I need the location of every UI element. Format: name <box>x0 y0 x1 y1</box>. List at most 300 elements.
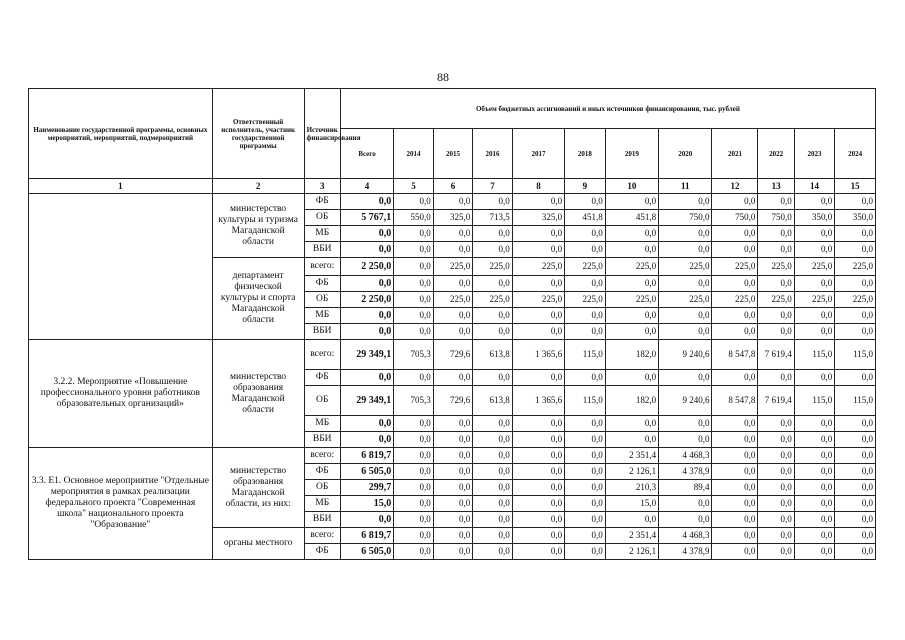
year-value-cell: 451,8 <box>565 210 606 226</box>
year-value-cell: 0,0 <box>712 242 758 258</box>
total-cell: 0,0 <box>340 512 393 528</box>
index-cell: 1 <box>29 179 213 194</box>
year-value-cell: 0,0 <box>512 528 564 544</box>
year-value-cell: 0,0 <box>433 496 473 512</box>
year-value-cell: 0,0 <box>394 528 434 544</box>
source-cell: ОБ <box>304 480 340 496</box>
year-value-cell: 182,0 <box>605 386 658 416</box>
source-cell: МБ <box>304 496 340 512</box>
year-value-cell: 0,0 <box>835 416 876 432</box>
year-value-cell: 0,0 <box>605 242 658 258</box>
year-value-cell: 0,0 <box>794 276 835 292</box>
year-value-cell: 0,0 <box>512 308 564 324</box>
year-value-cell: 0,0 <box>565 496 606 512</box>
year-value-cell: 0,0 <box>512 242 564 258</box>
year-value-cell: 0,0 <box>433 194 473 210</box>
year-value-cell: 0,0 <box>605 432 658 448</box>
year-value-cell: 225,0 <box>712 292 758 308</box>
source-cell: ФБ <box>304 464 340 480</box>
year-value-cell: 0,0 <box>835 448 876 464</box>
year-value-cell: 0,0 <box>712 464 758 480</box>
year-value-cell: 0,0 <box>605 194 658 210</box>
year-value-cell: 0,0 <box>512 370 564 386</box>
index-cell: 7 <box>473 179 513 194</box>
year-value-cell: 0,0 <box>433 512 473 528</box>
year-value-cell: 0,0 <box>473 528 513 544</box>
header-year: 2017 <box>512 129 564 179</box>
year-value-cell: 613,8 <box>473 340 513 370</box>
year-value-cell: 0,0 <box>473 464 513 480</box>
year-value-cell: 115,0 <box>835 386 876 416</box>
year-value-cell: 0,0 <box>394 496 434 512</box>
year-value-cell: 0,0 <box>565 432 606 448</box>
page-number: 88 <box>437 70 449 84</box>
year-value-cell: 225,0 <box>605 292 658 308</box>
year-value-cell: 0,0 <box>758 226 794 242</box>
year-value-cell: 0,0 <box>565 194 606 210</box>
year-value-cell: 0,0 <box>394 276 434 292</box>
year-value-cell: 705,3 <box>394 386 434 416</box>
year-value-cell: 0,0 <box>758 370 794 386</box>
year-value-cell: 182,0 <box>605 340 658 370</box>
source-cell: ВБИ <box>304 432 340 448</box>
header-year: 2018 <box>565 129 606 179</box>
year-value-cell: 0,0 <box>394 324 434 340</box>
year-value-cell: 0,0 <box>565 480 606 496</box>
year-value-cell: 0,0 <box>394 432 434 448</box>
total-cell: 299,7 <box>340 480 393 496</box>
year-value-cell: 0,0 <box>758 416 794 432</box>
year-value-cell: 0,0 <box>433 464 473 480</box>
year-value-cell: 0,0 <box>394 242 434 258</box>
year-value-cell: 0,0 <box>758 464 794 480</box>
header-budget-group: Объем бюджетных ассигнований и иных источников финансирования, тыс. рублей <box>340 89 875 129</box>
header-year: 2015 <box>433 129 473 179</box>
year-value-cell: 0,0 <box>712 416 758 432</box>
year-value-cell: 0,0 <box>659 242 712 258</box>
year-value-cell: 7 619,4 <box>758 386 794 416</box>
source-cell: ОБ <box>304 210 340 226</box>
year-value-cell: 750,0 <box>659 210 712 226</box>
year-value-cell: 0,0 <box>835 496 876 512</box>
source-cell: ВБИ <box>304 242 340 258</box>
responsible-cell: министерство образования Магаданской области, из них: <box>212 448 304 528</box>
year-value-cell: 0,0 <box>794 544 835 560</box>
year-value-cell: 0,0 <box>565 242 606 258</box>
index-cell: 6 <box>433 179 473 194</box>
year-value-cell: 0,0 <box>659 496 712 512</box>
year-value-cell: 350,0 <box>794 210 835 226</box>
year-value-cell: 0,0 <box>835 464 876 480</box>
program-name-cell: 3.3. Е1. Основное мероприятие "Отдельные мероприятия в рамках реализации федерального проекта "Современная школа" национального проекта "Образование" <box>29 448 213 560</box>
year-value-cell: 2 126,1 <box>605 464 658 480</box>
year-value-cell: 0,0 <box>659 512 712 528</box>
year-value-cell: 0,0 <box>758 544 794 560</box>
year-value-cell: 4 378,9 <box>659 544 712 560</box>
year-value-cell: 0,0 <box>394 448 434 464</box>
index-cell: 13 <box>758 179 794 194</box>
year-value-cell: 225,0 <box>565 258 606 276</box>
total-cell: 0,0 <box>340 194 393 210</box>
header-year: 2023 <box>794 129 835 179</box>
year-value-cell: 115,0 <box>794 386 835 416</box>
year-value-cell: 0,0 <box>433 226 473 242</box>
year-value-cell: 0,0 <box>473 194 513 210</box>
total-cell: 0,0 <box>340 432 393 448</box>
year-value-cell: 0,0 <box>659 194 712 210</box>
year-value-cell: 0,0 <box>512 448 564 464</box>
year-value-cell: 0,0 <box>473 432 513 448</box>
year-value-cell: 0,0 <box>659 226 712 242</box>
year-value-cell: 0,0 <box>794 480 835 496</box>
year-value-cell: 0,0 <box>433 308 473 324</box>
year-value-cell: 0,0 <box>794 242 835 258</box>
source-cell: ФБ <box>304 194 340 210</box>
year-value-cell: 0,0 <box>394 480 434 496</box>
year-value-cell: 0,0 <box>433 528 473 544</box>
year-value-cell: 0,0 <box>605 308 658 324</box>
year-value-cell: 0,0 <box>394 308 434 324</box>
year-value-cell: 0,0 <box>794 512 835 528</box>
index-cell: 8 <box>512 179 564 194</box>
total-cell: 0,0 <box>340 324 393 340</box>
year-value-cell: 0,0 <box>712 226 758 242</box>
total-cell: 29 349,1 <box>340 340 393 370</box>
year-value-cell: 0,0 <box>433 370 473 386</box>
year-value-cell: 115,0 <box>835 340 876 370</box>
year-value-cell: 0,0 <box>512 226 564 242</box>
year-value-cell: 0,0 <box>433 416 473 432</box>
year-value-cell: 0,0 <box>712 432 758 448</box>
year-value-cell: 0,0 <box>712 194 758 210</box>
year-value-cell: 0,0 <box>433 276 473 292</box>
year-value-cell: 0,0 <box>565 370 606 386</box>
year-value-cell: 225,0 <box>433 292 473 308</box>
total-cell: 29 349,1 <box>340 386 393 416</box>
year-value-cell: 15,0 <box>605 496 658 512</box>
header-total: Всего <box>340 129 393 179</box>
year-value-cell: 0,0 <box>758 496 794 512</box>
year-value-cell: 225,0 <box>835 258 876 276</box>
year-value-cell: 0,0 <box>512 512 564 528</box>
year-value-cell: 0,0 <box>835 432 876 448</box>
year-value-cell: 0,0 <box>835 242 876 258</box>
header-year: 2022 <box>758 129 794 179</box>
total-cell: 5 767,1 <box>340 210 393 226</box>
total-cell: 2 250,0 <box>340 292 393 308</box>
year-value-cell: 729,6 <box>433 340 473 370</box>
total-cell: 6 819,7 <box>340 448 393 464</box>
year-value-cell: 0,0 <box>712 544 758 560</box>
year-value-cell: 0,0 <box>794 496 835 512</box>
year-value-cell: 0,0 <box>433 432 473 448</box>
year-value-cell: 0,0 <box>565 448 606 464</box>
year-value-cell: 0,0 <box>659 308 712 324</box>
table-row <box>29 448 876 464</box>
index-cell: 15 <box>835 179 876 194</box>
year-value-cell: 0,0 <box>473 480 513 496</box>
year-value-cell: 225,0 <box>794 258 835 276</box>
year-value-cell: 225,0 <box>659 258 712 276</box>
year-value-cell: 451,8 <box>605 210 658 226</box>
year-value-cell: 225,0 <box>835 292 876 308</box>
year-value-cell: 0,0 <box>835 512 876 528</box>
year-value-cell: 0,0 <box>835 194 876 210</box>
year-value-cell: 0,0 <box>473 226 513 242</box>
year-value-cell: 0,0 <box>758 242 794 258</box>
year-value-cell: 0,0 <box>433 448 473 464</box>
year-value-cell: 115,0 <box>565 386 606 416</box>
year-value-cell: 115,0 <box>794 340 835 370</box>
year-value-cell: 713,5 <box>473 210 513 226</box>
index-cell: 12 <box>712 179 758 194</box>
year-value-cell: 0,0 <box>473 276 513 292</box>
year-value-cell: 0,0 <box>565 528 606 544</box>
year-value-cell: 550,0 <box>394 210 434 226</box>
program-name-cell <box>29 194 213 340</box>
year-value-cell: 0,0 <box>605 276 658 292</box>
total-cell: 0,0 <box>340 370 393 386</box>
year-value-cell: 0,0 <box>565 308 606 324</box>
source-cell: ОБ <box>304 292 340 308</box>
year-value-cell: 4 468,3 <box>659 528 712 544</box>
year-value-cell: 350,0 <box>835 210 876 226</box>
year-value-cell: 0,0 <box>758 528 794 544</box>
index-cell: 9 <box>565 179 606 194</box>
source-cell: МБ <box>304 416 340 432</box>
year-value-cell: 0,0 <box>794 528 835 544</box>
year-value-cell: 0,0 <box>394 194 434 210</box>
total-cell: 6 505,0 <box>340 464 393 480</box>
year-value-cell: 0,0 <box>565 544 606 560</box>
year-value-cell: 0,0 <box>473 416 513 432</box>
year-value-cell: 0,0 <box>433 544 473 560</box>
year-value-cell: 8 547,8 <box>712 340 758 370</box>
year-value-cell: 225,0 <box>473 292 513 308</box>
year-value-cell: 0,0 <box>473 544 513 560</box>
year-value-cell: 225,0 <box>712 258 758 276</box>
year-value-cell: 7 619,4 <box>758 340 794 370</box>
year-value-cell: 0,0 <box>605 416 658 432</box>
source-cell: МБ <box>304 226 340 242</box>
year-value-cell: 750,0 <box>758 210 794 226</box>
year-value-cell: 0,0 <box>835 308 876 324</box>
year-value-cell: 0,0 <box>659 370 712 386</box>
year-value-cell: 0,0 <box>712 528 758 544</box>
year-value-cell: 0,0 <box>512 480 564 496</box>
year-value-cell: 0,0 <box>758 324 794 340</box>
total-cell: 0,0 <box>340 308 393 324</box>
year-value-cell: 0,0 <box>794 370 835 386</box>
year-value-cell: 0,0 <box>835 544 876 560</box>
year-value-cell: 0,0 <box>659 324 712 340</box>
source-cell: ФБ <box>304 276 340 292</box>
year-value-cell: 0,0 <box>565 416 606 432</box>
year-value-cell: 225,0 <box>512 258 564 276</box>
responsible-cell: департамент физической культуры и спорта Магаданской области <box>212 258 304 340</box>
header-name: Наименование государственной программы, основных мероприятий, мероприятий, подмероприятий <box>29 89 213 179</box>
source-cell: ВБИ <box>304 324 340 340</box>
source-cell: МБ <box>304 308 340 324</box>
year-value-cell: 0,0 <box>473 324 513 340</box>
year-value-cell: 225,0 <box>758 258 794 276</box>
year-value-cell: 0,0 <box>394 544 434 560</box>
year-value-cell: 0,0 <box>512 496 564 512</box>
year-value-cell: 0,0 <box>794 324 835 340</box>
header-year: 2020 <box>659 129 712 179</box>
header-source: Источник финансирования <box>304 89 340 179</box>
source-cell: ВБИ <box>304 512 340 528</box>
year-value-cell: 0,0 <box>758 512 794 528</box>
responsible-cell: министерство образования Магаданской области <box>212 340 304 448</box>
year-value-cell: 0,0 <box>835 480 876 496</box>
year-value-cell: 0,0 <box>394 226 434 242</box>
year-value-cell: 705,3 <box>394 340 434 370</box>
year-value-cell: 0,0 <box>605 226 658 242</box>
total-cell: 2 250,0 <box>340 258 393 276</box>
year-value-cell: 2 351,4 <box>605 448 658 464</box>
index-cell: 4 <box>340 179 393 194</box>
index-cell: 3 <box>304 179 340 194</box>
header-year: 2021 <box>712 129 758 179</box>
table-body <box>29 194 876 560</box>
budget-table <box>28 88 876 560</box>
year-value-cell: 225,0 <box>512 292 564 308</box>
year-value-cell: 115,0 <box>565 340 606 370</box>
year-value-cell: 0,0 <box>794 194 835 210</box>
year-value-cell: 0,0 <box>512 544 564 560</box>
index-cell: 14 <box>794 179 835 194</box>
year-value-cell: 0,0 <box>659 416 712 432</box>
year-value-cell: 325,0 <box>512 210 564 226</box>
year-value-cell: 0,0 <box>758 480 794 496</box>
year-value-cell: 0,0 <box>835 528 876 544</box>
year-value-cell: 0,0 <box>512 194 564 210</box>
year-value-cell: 0,0 <box>565 276 606 292</box>
year-value-cell: 0,0 <box>712 276 758 292</box>
year-value-cell: 0,0 <box>712 370 758 386</box>
header-year: 2024 <box>835 129 876 179</box>
header-year: 2019 <box>605 129 658 179</box>
header-year: 2014 <box>394 129 434 179</box>
year-value-cell: 0,0 <box>473 496 513 512</box>
year-value-cell: 0,0 <box>712 324 758 340</box>
year-value-cell: 225,0 <box>473 258 513 276</box>
year-value-cell: 0,0 <box>794 226 835 242</box>
year-value-cell: 0,0 <box>512 416 564 432</box>
year-value-cell: 613,8 <box>473 386 513 416</box>
year-value-cell: 0,0 <box>512 464 564 480</box>
year-value-cell: 225,0 <box>758 292 794 308</box>
year-value-cell: 0,0 <box>712 448 758 464</box>
year-value-cell: 0,0 <box>473 512 513 528</box>
year-value-cell: 0,0 <box>758 308 794 324</box>
year-value-cell: 89,4 <box>659 480 712 496</box>
source-cell: ФБ <box>304 370 340 386</box>
year-value-cell: 0,0 <box>712 512 758 528</box>
year-value-cell: 0,0 <box>758 276 794 292</box>
year-value-cell: 0,0 <box>433 480 473 496</box>
year-value-cell: 0,0 <box>794 432 835 448</box>
year-value-cell: 4 378,9 <box>659 464 712 480</box>
year-value-cell: 0,0 <box>565 464 606 480</box>
source-cell: ОБ <box>304 386 340 416</box>
year-value-cell: 0,0 <box>794 416 835 432</box>
year-value-cell: 0,0 <box>512 276 564 292</box>
total-cell: 0,0 <box>340 276 393 292</box>
year-value-cell: 750,0 <box>712 210 758 226</box>
total-cell: 0,0 <box>340 416 393 432</box>
table-row <box>29 194 876 210</box>
source-cell: всего: <box>304 340 340 370</box>
year-value-cell: 225,0 <box>659 292 712 308</box>
table-row <box>29 340 876 370</box>
total-cell: 6 819,7 <box>340 528 393 544</box>
year-value-cell: 0,0 <box>794 448 835 464</box>
year-value-cell: 0,0 <box>473 308 513 324</box>
program-name-cell: 3.2.2. Мероприятие «Повышение профессионального уровня работников образовательных организаций» <box>29 340 213 448</box>
year-value-cell: 0,0 <box>394 258 434 276</box>
year-value-cell: 1 365,6 <box>512 340 564 370</box>
index-cell: 2 <box>212 179 304 194</box>
source-cell: всего: <box>304 258 340 276</box>
year-value-cell: 210,3 <box>605 480 658 496</box>
year-value-cell: 0,0 <box>394 416 434 432</box>
year-value-cell: 225,0 <box>565 292 606 308</box>
year-value-cell: 9 240,6 <box>659 386 712 416</box>
year-value-cell: 0,0 <box>712 496 758 512</box>
year-value-cell: 0,0 <box>394 464 434 480</box>
year-value-cell: 0,0 <box>605 512 658 528</box>
year-value-cell: 0,0 <box>605 370 658 386</box>
year-value-cell: 0,0 <box>712 308 758 324</box>
year-value-cell: 0,0 <box>394 292 434 308</box>
year-value-cell: 0,0 <box>394 370 434 386</box>
year-value-cell: 225,0 <box>433 258 473 276</box>
index-cell: 11 <box>659 179 712 194</box>
year-value-cell: 0,0 <box>758 448 794 464</box>
year-value-cell: 2 126,1 <box>605 544 658 560</box>
year-value-cell: 0,0 <box>712 480 758 496</box>
total-cell: 0,0 <box>340 242 393 258</box>
year-value-cell: 0,0 <box>565 226 606 242</box>
source-cell: ФБ <box>304 544 340 560</box>
year-value-cell: 0,0 <box>473 242 513 258</box>
index-cell: 5 <box>394 179 434 194</box>
year-value-cell: 2 351,4 <box>605 528 658 544</box>
year-value-cell: 225,0 <box>794 292 835 308</box>
year-value-cell: 0,0 <box>433 324 473 340</box>
header-responsible: Ответственный исполнитель, участник государственной программы <box>212 89 304 179</box>
year-value-cell: 0,0 <box>835 324 876 340</box>
year-value-cell: 0,0 <box>473 370 513 386</box>
source-cell: всего: <box>304 448 340 464</box>
year-value-cell: 0,0 <box>794 308 835 324</box>
year-value-cell: 0,0 <box>659 432 712 448</box>
year-value-cell: 0,0 <box>659 276 712 292</box>
year-value-cell: 0,0 <box>433 242 473 258</box>
total-cell: 15,0 <box>340 496 393 512</box>
year-value-cell: 0,0 <box>512 324 564 340</box>
year-value-cell: 729,6 <box>433 386 473 416</box>
year-value-cell: 0,0 <box>565 324 606 340</box>
year-value-cell: 0,0 <box>565 512 606 528</box>
year-value-cell: 0,0 <box>758 432 794 448</box>
year-value-cell: 9 240,6 <box>659 340 712 370</box>
total-cell: 6 505,0 <box>340 544 393 560</box>
source-cell: всего: <box>304 528 340 544</box>
year-value-cell: 0,0 <box>512 432 564 448</box>
